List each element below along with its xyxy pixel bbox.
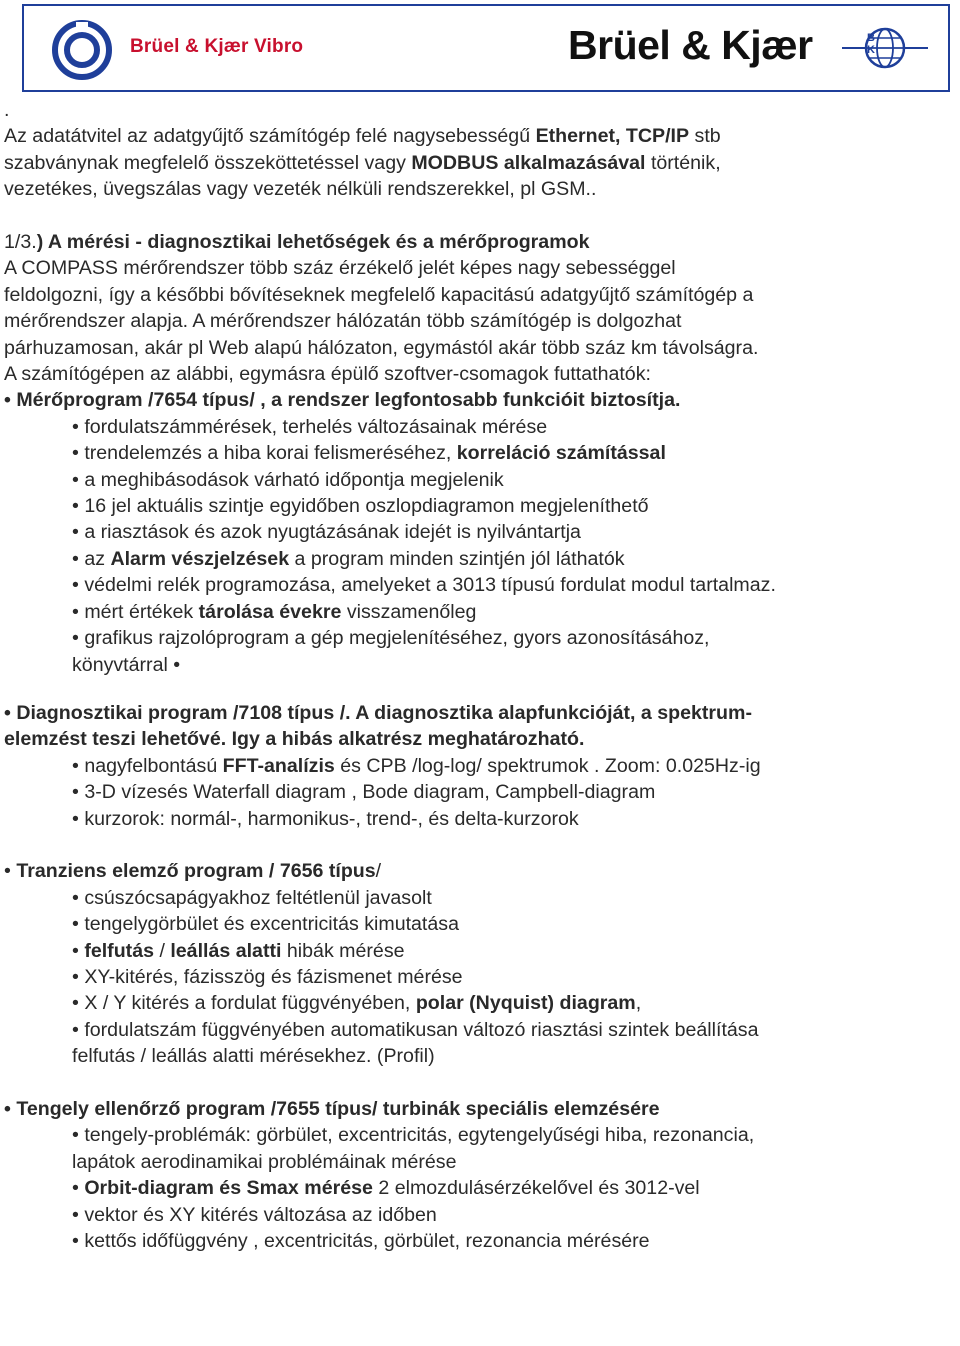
list-item: • mért értékek tárolása évekre visszamenőleg [4, 599, 956, 625]
list-item: • trendelemzés a hiba korai felismeréséhez, korreláció számítással [4, 440, 956, 466]
program-7656-heading: • Tranziens elemző program / 7656 típus/ [4, 858, 956, 884]
list-item: • a riasztások és azok nyugtázásának idejét is nyilvántartja [4, 519, 956, 545]
section-paragraph-2: feldolgozni, így a későbbi bővítéseknek megfelelő kapacitású adatgyűjtő számítógép a [4, 283, 754, 306]
section-paragraph-3: mérőrendszer alapja. A mérőrendszer hálózatán több számítógép is dolgozhat [4, 310, 682, 333]
page-header [22, 4, 950, 92]
program-7655-heading: • Tengely ellenőrző program /7655 típus/ turbinák speciális elemzésére [4, 1096, 956, 1122]
list-item: • felfutás / leállás alatti hibák mérése [4, 938, 956, 964]
list-item: • 16 jel aktuális szintje egyidőben oszlopdiagramon megjeleníthető [4, 493, 956, 519]
leading-dot: . [4, 99, 10, 121]
bk-vibro-brand: Brüel & Kjær Vibro [130, 36, 304, 57]
bk-vibro-logo-icon [52, 20, 112, 80]
section-paragraph-5: A számítógépen az alábbi, egymásra épülő szoftver-csomagok futtathatók: [4, 363, 651, 386]
list-item: • 3-D vízesés Waterfall diagram , Bode diagram, Campbell-diagram [4, 779, 956, 805]
program-7108-heading: • Diagnosztikai program /7108 típus /. A diagnosztika alapfunkcióját, a spektrum- [4, 700, 956, 726]
section-paragraph-1: A COMPASS mérőrendszer több száz érzékelő jelét képes nagy sebességgel [4, 257, 676, 280]
list-item-continuation: könyvtárral • [72, 653, 181, 676]
list-item: • tengelygörbület és excentricitás kimutatása [4, 911, 956, 937]
intro-line-1: Az adatátvitel az adatgyűjtő számítógép felé nagysebességű Ethernet, TCP/IP stb [4, 125, 721, 148]
bk-badge: B K [867, 32, 907, 56]
list-item: • Orbit-diagram és Smax mérése 2 elmozdulásérzékelővel és 3012-vel [4, 1175, 956, 1201]
list-item-continuation: felfutás / leállás alatti mérésekhez. (Profil) [72, 1045, 435, 1068]
intro-line-2: szabványnak megfelelő összeköttetéssel vagy MODBUS alkalmazásával történik, [4, 151, 721, 174]
section-paragraph-4: párhuzamosan, akár pl Web alapú hálózaton, egymástól akár több száz km távolságra. [4, 336, 759, 359]
list-item: • fordulatszám függvényében automatikusan változó riasztási szintek beállítása [4, 1017, 956, 1043]
list-item: • a meghibásodások várható időpontja megjelenik [4, 467, 956, 493]
list-item: • X / Y kitérés a fordulat függvényében, polar (Nyquist) diagram, [4, 990, 956, 1016]
document-body [4, 97, 956, 1254]
list-item: • vektor és XY kitérés változása az időben [4, 1202, 956, 1228]
program-7108-heading-cont: elemzést teszi lehetővé. Igy a hibás alkatrész meghatározható. [4, 728, 585, 751]
list-item: • kurzorok: normál-, harmonikus-, trend-, és delta-kurzorok [4, 806, 956, 832]
list-item: • tengely-problémák: görbület, excentricitás, egytengelyűségi hiba, rezonancia, [4, 1122, 956, 1148]
list-item: • XY-kitérés, fázisszög és fázismenet mérése [4, 964, 956, 990]
list-item: • grafikus rajzolóprogram a gép megjelenítéséhez, gyors azonosításához, [4, 625, 956, 651]
intro-line-3: vezetékes, üvegszálas vagy vezeték nélküli rendszerekkel, pl GSM.. [4, 178, 597, 201]
bk-brand: Brüel & Kjær [568, 22, 813, 68]
section-heading: 1/3.) A mérési - diagnosztikai lehetőségek és a mérőprogramok [4, 231, 590, 254]
list-item-continuation: lapátok aerodinamikai problémáinak mérése [72, 1150, 457, 1173]
list-item: • kettős időfüggvény , excentricitás, görbület, rezonancia mérésére [4, 1228, 956, 1254]
list-item: • az Alarm vészjelzések a program minden szintjén jól láthatók [4, 546, 956, 572]
list-item: • nagyfelbontású FFT-analízis és CPB /log-log/ spektrumok . Zoom: 0.025Hz-ig [4, 753, 956, 779]
list-item: • csúszócsapágyakhoz feltétlenül javasolt [4, 885, 956, 911]
list-item: • védelmi relék programozása, amelyeket a 3013 típusú fordulat modul tartalmaz. [4, 572, 956, 598]
program-7654-heading: • Mérőprogram /7654 típus/ , a rendszer legfontosabb funkcióit biztosítja. [4, 387, 956, 413]
list-item: • fordulatszámmérések, terhelés változásainak mérése [4, 414, 956, 440]
